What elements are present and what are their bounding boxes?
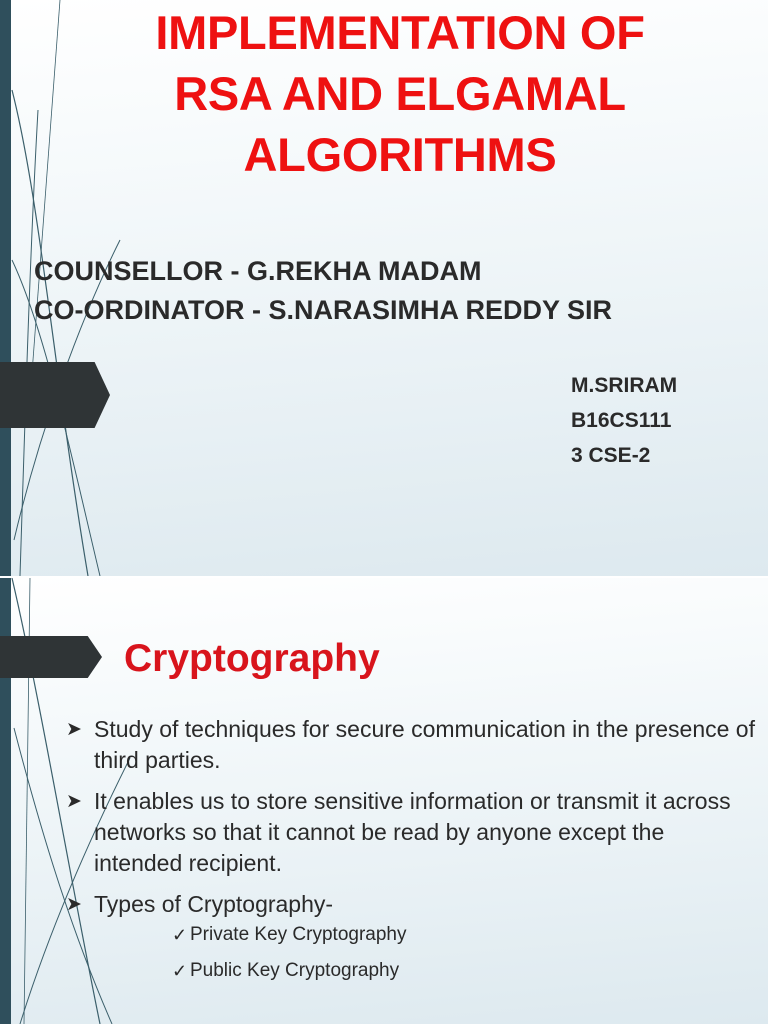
title-line: ALGORITHMS: [243, 128, 557, 181]
arrow-bullet-icon: ➤: [66, 894, 82, 915]
sub-bullet-list: [172, 922, 756, 984]
list-item: [172, 922, 756, 948]
presentation-title: [0, 2, 768, 185]
bullet-list: [66, 714, 756, 994]
sub-bullet-text: Public Key Cryptography: [190, 960, 400, 981]
check-mark-icon: ✓: [172, 961, 188, 981]
bullet-text: Types of Cryptography-: [94, 891, 334, 917]
list-item: [66, 714, 756, 776]
coordinator-line: CO-ORDINATOR - S.NARASIMHA REDDY SIR: [34, 295, 613, 325]
student-roll: B16CS111: [571, 409, 672, 432]
bullet-text: Study of techniques for secure communication in the presence of third parties.: [94, 716, 755, 773]
list-item: [66, 889, 756, 984]
arrow-bullet-icon: ➤: [66, 719, 82, 740]
title-line: IMPLEMENTATION OF: [155, 6, 645, 59]
title-line: RSA AND ELGAMAL: [174, 67, 626, 120]
slide-heading: Cryptography: [124, 637, 380, 680]
list-item: [66, 786, 756, 879]
student-info: [571, 368, 677, 473]
cryptography-slide: [0, 578, 768, 1024]
arrow-tab: [0, 362, 110, 428]
student-name: M.SRIRAM: [571, 374, 678, 397]
arrow-bullet-icon: ➤: [66, 791, 82, 812]
counsellor-line: COUNSELLOR - G.REKHA MADAM: [34, 256, 482, 286]
arrow-tab: [0, 636, 102, 678]
check-mark-icon: ✓: [172, 925, 188, 945]
staff-info: [34, 252, 612, 330]
student-class: 3 CSE-2: [571, 444, 651, 467]
sub-bullet-text: Private Key Cryptography: [190, 924, 407, 945]
bullet-text: It enables us to store sensitive information or transmit it across networks so that it cannot be read by anyone except the intended recipient.: [94, 788, 731, 876]
list-item: [172, 958, 756, 984]
